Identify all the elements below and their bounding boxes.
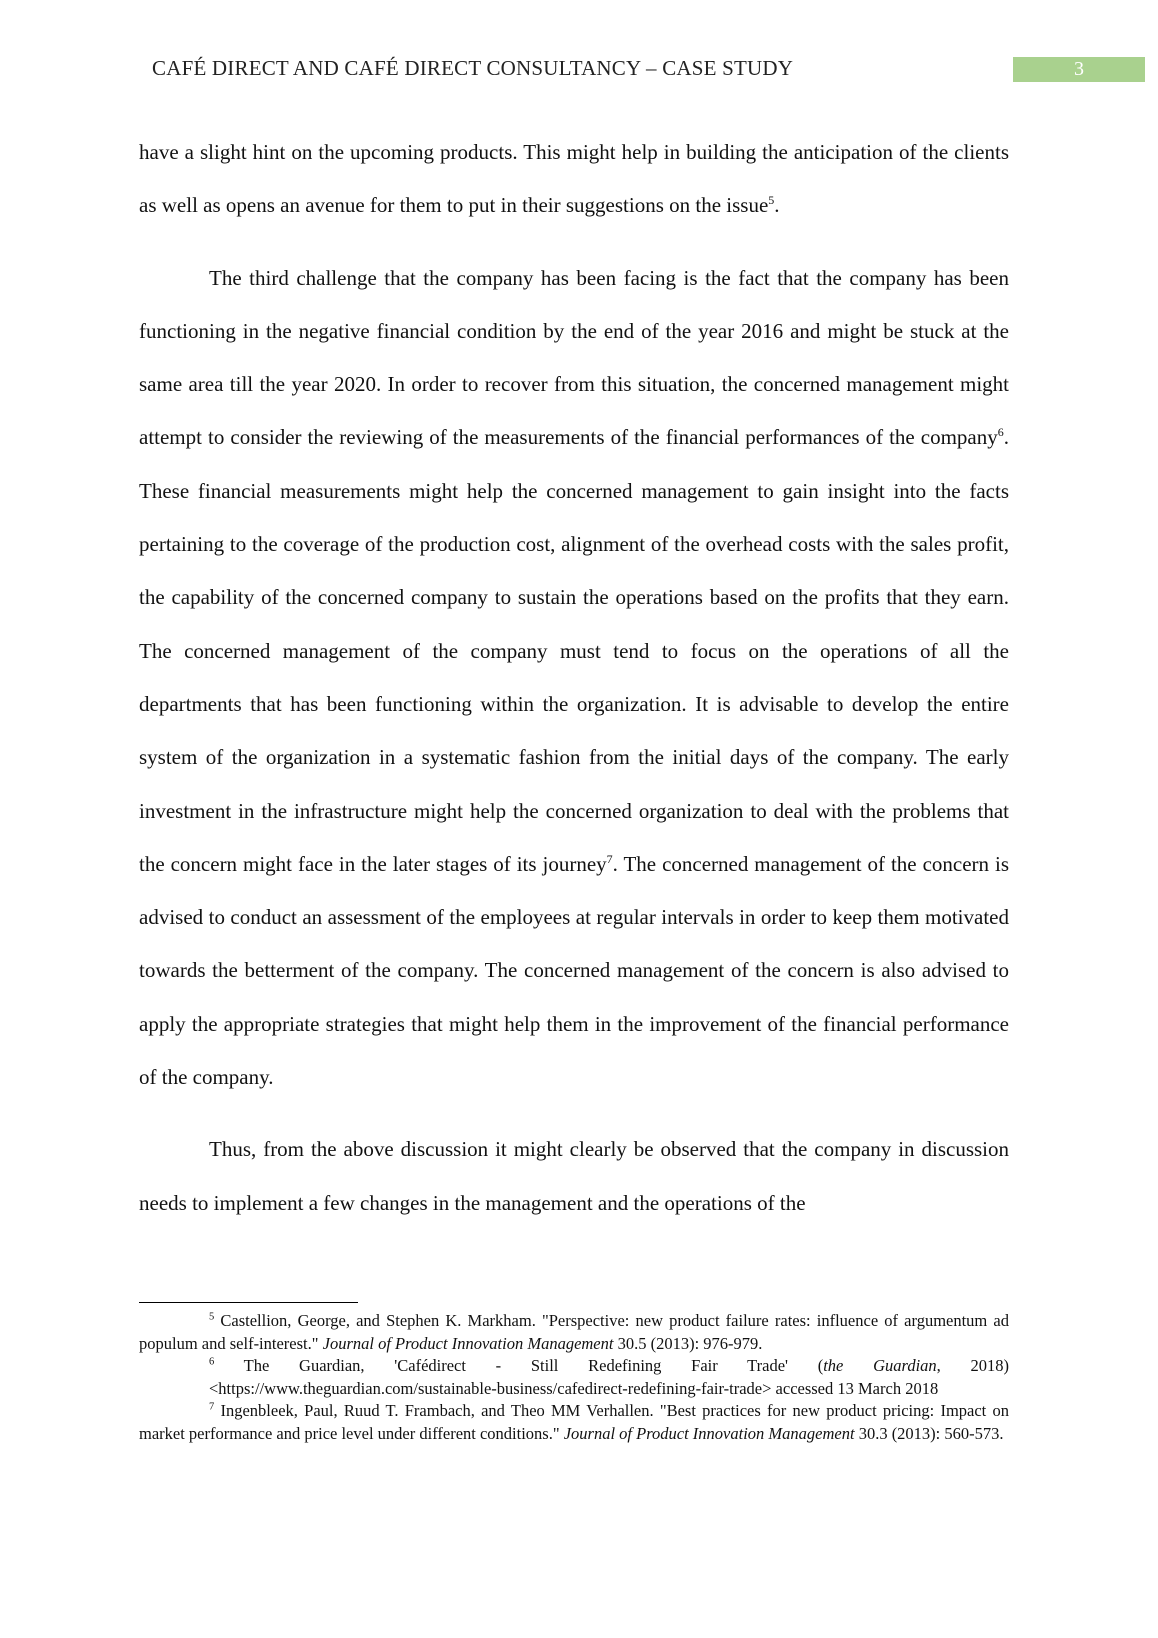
paragraph-3: Thus, from the above discussion it might clearly be observed that the company in discussion needs to implement a few changes in the management and the operations of the xyxy=(139,1137,1009,1215)
paragraph-2: The third challenge that the company has been facing is the fact that the company has been functioning in the negative financial condition by the end of the year 2016 and might be stuck at the same area till the year 2020. In order to recover from this situation, the concerned management might attempt to consider the reviewing of the measurements of the financial performances of the company$^6$. These financial measurements might help the concerned management to gain insight into the facts pertaining to the coverage of the production cost, alignment of the overhead costs with the sales profit, the capability of the concerned company to sustain the operations based on the profits that they earn. The concerned management of the company must tend to focus on the operations of all the departments that has been functioning within the organization. It is advisable to develop the entire system of the organization in a systematic fashion from the initial days of the company. The early investment in the infrastructure might help the concerned organization to deal with the problems that the concern might face in the later stages of its journey$^7$. The concerned management of the concern is advised to conduct an assessment of the employees at regular intervals in order to keep them motivated towards the betterment of the company. The concerned management of the concern is also advised to apply the appropriate strategies that might help them in the improvement of the financial performance of the company. xyxy=(139,265,1009,1090)
footnote-ref-7[interactable]: 7 xyxy=(606,851,613,866)
footnote-separator xyxy=(139,1302,358,1303)
footnote-7: $^7$ Ingenbleek, Paul, Ruud T. Frambach, and Theo MM Verhallen. "Best practices for new product pricing: Impact on market performance and price level under different conditions." Journal of Product Innovation Management 30.3 (2013): 560-573. xyxy=(139,1401,1009,1443)
page-number: 3 xyxy=(1013,57,1145,82)
footnote-ref-6[interactable]: 6 xyxy=(997,425,1004,440)
running-header: CAFÉ DIRECT AND CAFÉ DIRECT CONSULTANCY – CASE STUDY xyxy=(152,56,794,80)
footnotes xyxy=(139,1310,1009,1445)
body-text xyxy=(139,126,1009,1230)
footnote-6: $^6$ The Guardian, 'Cafédirect - Still Redefining Fair Trade' (the Guardian, 2018) <https://www.theguardian.com/sustainable-business/cafedirect-redefining-fair-trade> accessed 13 March 2018 xyxy=(209,1356,1009,1398)
footnote-ref-5[interactable]: 5 xyxy=(768,193,775,208)
footnote-5: $^5$ Castellion, George, and Stephen K. Markham. "Perspective: new product failure rates: influence of argumentum ad populum and self-interest." Journal of Product Innovation Management 30.5 (2013): 976-979. xyxy=(139,1311,1009,1353)
paragraph-1: have a slight hint on the upcoming products. This might help in building the anticipation of the clients as well as opens an avenue for them to put in their suggestions on the issue$^5$. xyxy=(139,140,1009,218)
